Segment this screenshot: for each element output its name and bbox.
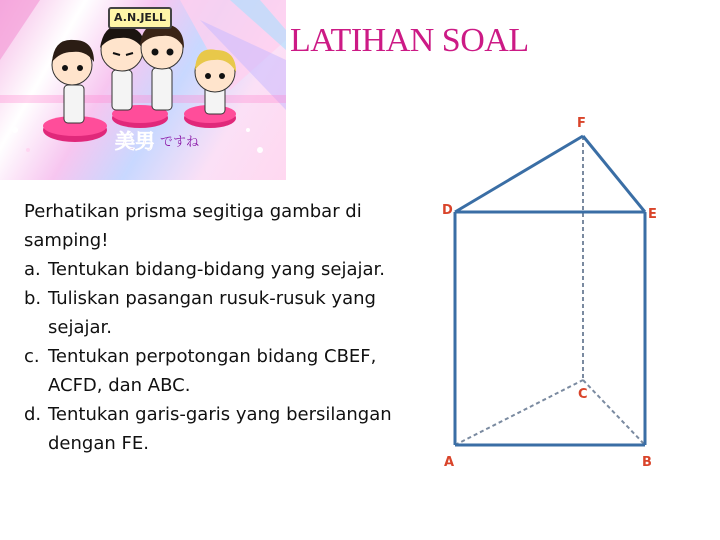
vertex-label-b: B: [642, 455, 652, 470]
edge-DF: [455, 136, 583, 212]
edge-CB: [583, 380, 645, 445]
page-title: LATIHAN SOAL: [290, 22, 529, 59]
vertex-label-d: D: [442, 203, 453, 218]
instruction-block: [24, 197, 414, 458]
banner-image: [0, 0, 286, 180]
svg-text:ですね: ですね: [160, 135, 200, 150]
question-marker: a.: [24, 259, 41, 280]
svg-text:美男: 美男: [115, 129, 155, 153]
banner-label: A.N.JELL: [108, 7, 172, 29]
triangular-prism-diagram: [420, 110, 710, 480]
question-item-c: [24, 342, 414, 400]
question-item-b: [24, 284, 414, 342]
question-text: Tentukan bidang-bidang yang sejajar.: [48, 259, 386, 280]
question-item-d: [24, 400, 414, 458]
vertex-label-f: F: [577, 116, 586, 131]
question-item-a: [24, 255, 414, 284]
question-marker: b.: [24, 288, 42, 309]
question-marker: d.: [24, 404, 42, 425]
question-text: Tuliskan pasangan rusuk-rusuk yang sejajar.: [48, 288, 376, 338]
edge-AC: [455, 380, 583, 445]
question-list: [24, 255, 414, 458]
question-text: Tentukan perpotongan bidang CBEF, ACFD, dan ABC.: [48, 346, 377, 396]
question-marker: c.: [24, 346, 40, 367]
vertex-label-c: C: [578, 387, 588, 402]
question-text: Tentukan garis-garis yang bersilangan dengan FE.: [48, 404, 392, 454]
vertex-label-e: E: [648, 207, 657, 222]
edge-FE: [583, 136, 645, 212]
instruction-intro: Perhatikan prisma segitiga gambar di samping!: [24, 201, 362, 251]
vertex-label-a: A: [444, 455, 455, 470]
